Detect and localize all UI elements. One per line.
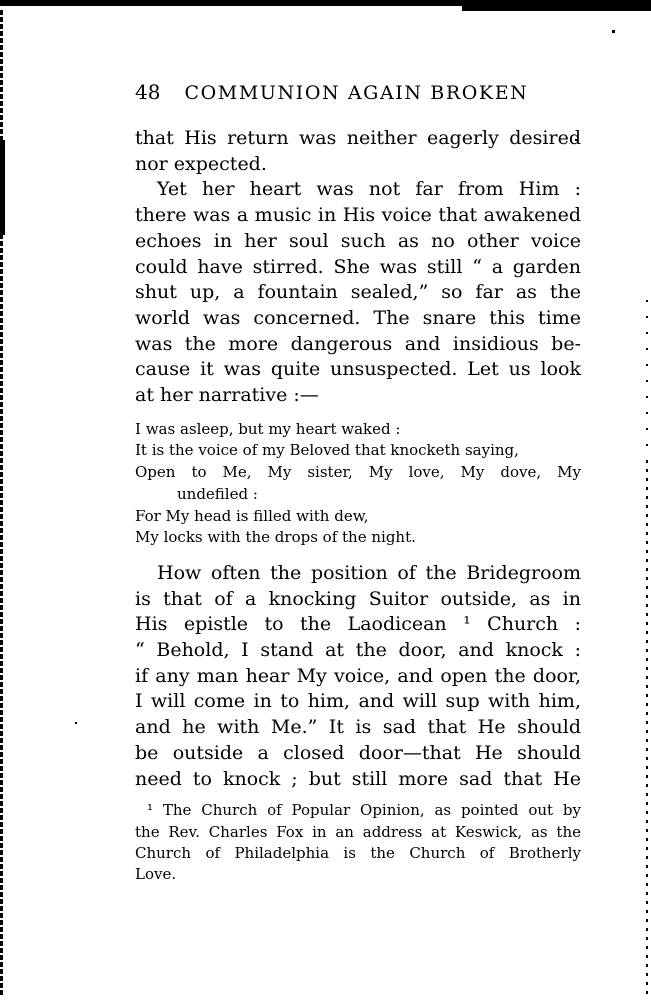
page-header (135, 80, 581, 104)
text-line: there was a music in His voice that awakened (135, 204, 581, 227)
scan-artifact-right-edge-sparse (646, 300, 648, 460)
text-line: is that of a knocking Suitor outside, as in (135, 587, 581, 610)
running-title: COMMUNION AGAIN BROKEN (184, 82, 529, 104)
scripture-quote-block (135, 419, 581, 549)
text-line: cause it was quite unsuspected. Let us look (135, 358, 581, 381)
text-line: nor expected. (135, 152, 267, 175)
quote-line: I was asleep, but my heart waked : (135, 419, 401, 438)
scan-speck (75, 722, 77, 724)
text-line: at her narrative :— (135, 384, 319, 407)
text-line: “ Behold, I stand at the door, and knock : (135, 639, 581, 662)
quote-line: My locks with the drops of the night. (135, 528, 416, 547)
quote-line: For My head is filled with dew, (135, 506, 369, 525)
text-line: I will come in to him, and will sup with him, (135, 690, 581, 713)
page-content (135, 80, 581, 885)
text-line: shut up, a fountain sealed,” so far as the (135, 281, 581, 304)
footnote-line: Love. (135, 865, 177, 884)
footnote-line: the Rev. Charles Fox in an address at Keswick, as the (135, 822, 581, 841)
footnote-line: Church of Philadelphia is the Church of Brotherly (135, 843, 581, 862)
quote-line: undefiled : (177, 484, 258, 503)
text-line: if any man hear My voice, and open the door, (135, 664, 581, 687)
text-line: be outside a closed door—that He should (135, 741, 581, 764)
page-number: 48 (135, 80, 161, 104)
text-line-with-footnote-ref: His epistle to the Laodicean ¹ Church : (135, 613, 581, 636)
footnote-line: ¹ The Church of Popular Opinion, as pointed out by (147, 801, 581, 820)
scan-speck (612, 30, 615, 33)
text-line: echoes in her soul such as no other voice (135, 229, 581, 252)
text-line: that His return was neither eagerly desired (135, 127, 581, 149)
text-line: and he with Me.” It is sad that He should (135, 716, 581, 739)
footnote (135, 800, 581, 885)
text-line: need to knock ; but still more sad that He (135, 767, 581, 790)
paragraph-2 (135, 177, 581, 408)
text-line: How often the position of the Bridegroom (157, 561, 581, 584)
scan-artifact-left-bar (0, 140, 5, 235)
quote-line: Open to Me, My sister, My love, My dove, My (135, 463, 581, 482)
text-line: world was concerned. The snare this time (135, 306, 581, 329)
text-line: could have stirred. She was still “ a garden (135, 255, 581, 278)
paragraph-3 (135, 561, 581, 792)
text-line: Yet her heart was not far from Him : (157, 178, 581, 201)
scan-artifact-top-bar-right (462, 0, 651, 11)
text-line: was the more dangerous and insidious be- (135, 332, 581, 355)
paragraph-1 (135, 126, 581, 177)
scan-artifact-right-edge (646, 460, 648, 995)
quote-line: It is the voice of my Beloved that knocketh saying, (135, 441, 519, 460)
